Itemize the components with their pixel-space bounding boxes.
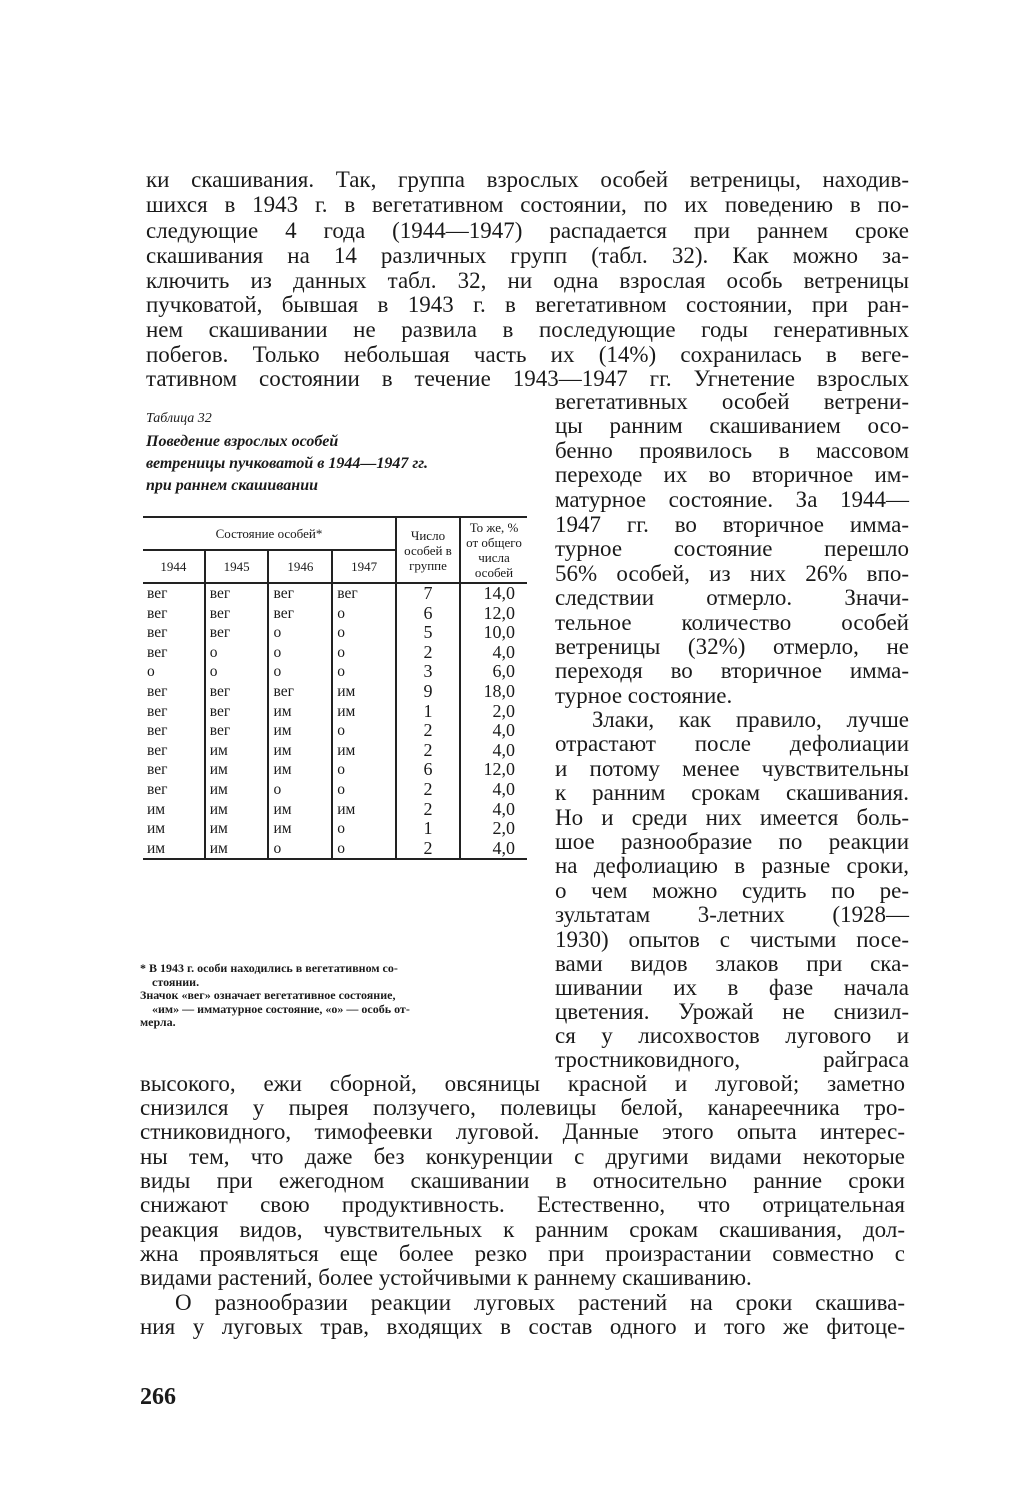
- cell: 2: [396, 741, 460, 761]
- cell: 6: [396, 760, 460, 780]
- cell: им: [147, 839, 166, 857]
- cell: о: [332, 604, 396, 624]
- cell: 2,0: [460, 819, 527, 839]
- cell: 7: [396, 583, 460, 604]
- cell: 4,0: [460, 643, 527, 663]
- cell: 1: [396, 819, 460, 839]
- table-row: [143, 780, 527, 800]
- cell: им: [268, 702, 332, 722]
- cell: им: [205, 780, 269, 800]
- cell: 2: [396, 800, 460, 820]
- cell: 2: [396, 643, 460, 663]
- cell: о: [332, 721, 396, 741]
- cell: вег: [147, 643, 168, 661]
- header-percent: То же, % от общего числа особей: [460, 517, 527, 583]
- cell: 4,0: [460, 741, 527, 761]
- column-line: матурное состояние. За 1944—: [555, 487, 909, 512]
- header-year: 1946: [268, 550, 332, 583]
- cell: о: [332, 643, 396, 663]
- cell: им: [332, 741, 396, 761]
- cell: 4,0: [460, 721, 527, 741]
- column-line: о чем можно судить по ре-: [555, 878, 909, 903]
- cell: о: [332, 839, 396, 860]
- cell: 4,0: [460, 800, 527, 820]
- column-line: отрастают после дефолиации: [555, 731, 909, 756]
- table-row: [143, 583, 527, 604]
- header-year: 1944: [160, 559, 187, 574]
- table-row: [143, 839, 527, 860]
- cell: вег: [205, 583, 269, 604]
- column-line: на дефолиацию в разные сроки,: [555, 853, 909, 878]
- footnote-line: стоянии.: [152, 974, 200, 989]
- cell: им: [268, 819, 332, 839]
- column-line: шое разнообразие по реакции: [555, 829, 909, 854]
- body-line: снизился у пырея ползучего, полевицы белой, канареечника тро-: [140, 1095, 905, 1120]
- column-line: турное состояние перешло: [555, 536, 909, 561]
- cell: 18,0: [460, 682, 527, 702]
- body-line: высокого, ежи сборной, овсяницы красной и луговой; заметно: [140, 1071, 905, 1096]
- cell: вег: [205, 682, 269, 702]
- cell: им: [268, 741, 332, 761]
- cell: вег: [332, 583, 396, 604]
- cell: 12,0: [460, 604, 527, 624]
- footnote-line: Значок «вег» означает вегетативное состояние,: [140, 988, 396, 1002]
- body-line: видами растений, более устойчивыми к раннему скашиванию.: [140, 1265, 752, 1290]
- cell: вег: [205, 721, 269, 741]
- cell: вег: [205, 604, 269, 624]
- cell: им: [332, 800, 396, 820]
- table-row: [143, 604, 527, 624]
- body-line: пучковатой, бывшая в 1943 г. в вегетативном состоянии, при ран-: [146, 292, 909, 317]
- table-row: [143, 800, 527, 820]
- cell: о: [268, 662, 332, 682]
- cell: 4,0: [460, 839, 527, 860]
- cell: о: [147, 663, 155, 681]
- footnote-line: «им» — имматурное состояние, «о» — особь от-: [152, 1001, 410, 1016]
- table-row: [143, 623, 527, 643]
- column-line: тельное количество особей: [555, 610, 909, 635]
- body-line: снижают свою продуктивность. Естественно, что отрицательная: [140, 1192, 905, 1217]
- cell: 14,0: [460, 583, 527, 604]
- cell: им: [268, 800, 332, 820]
- column-line: 1947 гг. во вторичное имма-: [555, 512, 909, 537]
- cell: вег: [147, 682, 168, 700]
- table-row: [143, 682, 527, 702]
- cell: 2: [396, 780, 460, 800]
- cell: им: [205, 760, 269, 780]
- cell: им: [205, 741, 269, 761]
- body-line: нем скашивании не развила в последующие годы генеративных: [146, 317, 909, 342]
- page-number: 266: [140, 1384, 176, 1410]
- cell: 2: [396, 839, 460, 860]
- header-year: 1945: [205, 550, 269, 583]
- cell: им: [147, 800, 166, 818]
- cell: 4,0: [460, 780, 527, 800]
- table-title-line: при раннем скашивании: [146, 477, 318, 494]
- body-line: виды при ежегодном скашивании в относительно ранние сроки: [140, 1168, 905, 1193]
- body-line: реакция видов, чувствительных к ранним срокам скашивания, дол-: [140, 1217, 905, 1242]
- table-row: [143, 662, 527, 682]
- cell: о: [332, 662, 396, 682]
- cell: им: [205, 800, 269, 820]
- table-row: [143, 741, 527, 761]
- cell: о: [268, 839, 332, 860]
- cell: им: [332, 702, 396, 722]
- table-row: [143, 819, 527, 839]
- cell: 3: [396, 662, 460, 682]
- data-table: [143, 516, 527, 860]
- cell: 1: [396, 702, 460, 722]
- cell: им: [332, 682, 396, 702]
- cell: вег: [147, 741, 168, 759]
- cell: вег: [268, 604, 332, 624]
- body-line: стниковидного, тимофеевки луговой. Данные этого опыта интерес-: [140, 1119, 905, 1144]
- cell: 2,0: [460, 702, 527, 722]
- cell: о: [268, 623, 332, 643]
- body-line: жна проявляться еще более резко при произрастании совместно с: [140, 1241, 905, 1266]
- body-line: О разнообразии реакции луговых растений на сроки скашива-: [175, 1290, 905, 1315]
- cell: о: [332, 819, 396, 839]
- header-count: Число особей в группе: [396, 517, 460, 583]
- cell: 2: [396, 721, 460, 741]
- column-line: переходе их во вторичное им-: [555, 462, 909, 487]
- column-line: цветения. Урожай не снизил-: [555, 999, 909, 1024]
- column-line: следствии отмерло. Значи-: [555, 585, 909, 610]
- cell: о: [268, 643, 332, 663]
- column-line: ветреницы (32%) отмерло, не: [555, 634, 909, 659]
- table-label: Таблица 32: [146, 411, 212, 426]
- header-year: 1947: [332, 550, 396, 583]
- cell: вег: [147, 780, 168, 798]
- cell: им: [205, 819, 269, 839]
- body-line: побегов. Только небольшая часть их (14%) сохранилась в веге-: [146, 342, 909, 367]
- column-line: турное состояние.: [555, 683, 733, 708]
- column-line: тростниковидного, райграса: [555, 1047, 909, 1072]
- cell: вег: [147, 761, 168, 779]
- cell: им: [268, 721, 332, 741]
- body-line: ны тем, что даже без конкуренции с другими видами некоторые: [140, 1144, 905, 1169]
- cell: вег: [268, 682, 332, 702]
- column-line: переходя во вторичное имма-: [555, 658, 909, 683]
- table-title-line: ветреницы пучковатой в 1944—1947 гг.: [146, 455, 428, 472]
- column-line: бенно проявилось в массовом: [555, 438, 909, 463]
- column-line: вами видов злаков при ска-: [555, 951, 909, 976]
- cell: им: [147, 820, 166, 838]
- column-line: к ранним срокам скашивания.: [555, 780, 909, 805]
- footnote-line: мерла.: [140, 1015, 176, 1029]
- cell: вег: [268, 583, 332, 604]
- table-row: [143, 721, 527, 741]
- header-group: Состояние особей*: [143, 517, 396, 550]
- table-row: [143, 702, 527, 722]
- column-line: 1930) опытов с чистыми посе-: [555, 927, 909, 952]
- body-line: шихся в 1943 г. в вегетативном состоянии, по их поведению в по-: [146, 192, 909, 217]
- table-row: [143, 760, 527, 780]
- cell: им: [268, 760, 332, 780]
- cell: о: [332, 780, 396, 800]
- cell: вег: [147, 624, 168, 642]
- table-footnote: [140, 962, 532, 1030]
- column-line: зультатам 3-летних (1928—: [555, 902, 909, 927]
- cell: 5: [396, 623, 460, 643]
- cell: 6: [396, 604, 460, 624]
- body-line: тативном состоянии в течение 1943—1947 гг. Угнетение взрослых: [146, 366, 909, 391]
- column-line: и потому менее чувствительны: [555, 756, 909, 781]
- body-line: скашивания на 14 различных групп (табл. 32). Как можно за-: [146, 243, 909, 268]
- table-title-line: Поведение взрослых особей: [146, 433, 339, 450]
- footnote-line: * В 1943 г. особи находились в вегетативном со-: [140, 961, 398, 975]
- cell: о: [332, 760, 396, 780]
- column-line: 56% особей, из них 26% впо-: [555, 561, 909, 586]
- column-line: вегетативных особей ветрени-: [555, 389, 909, 414]
- body-line: ключить из данных табл. 32, ни одна взрослая особь ветреницы: [146, 268, 909, 293]
- cell: о: [205, 662, 269, 682]
- cell: о: [332, 623, 396, 643]
- cell: о: [205, 643, 269, 663]
- cell: вег: [147, 604, 168, 622]
- column-line: Злаки, как правило, лучше: [592, 707, 909, 732]
- body-line: следующие 4 года (1944—1947) распадается при раннем сроке: [146, 218, 909, 243]
- column-line: ся у лисохвостов лугового и: [555, 1023, 909, 1048]
- cell: о: [268, 780, 332, 800]
- cell: 12,0: [460, 760, 527, 780]
- column-line: цы ранним скашиванием осо-: [555, 413, 909, 438]
- cell: вег: [205, 623, 269, 643]
- cell: вег: [147, 722, 168, 740]
- cell: 9: [396, 682, 460, 702]
- column-line: Но и среди них имеется боль-: [555, 805, 909, 830]
- cell: вег: [147, 585, 168, 602]
- cell: им: [205, 839, 269, 860]
- body-line: ки скашивания. Так, группа взрослых особей ветреницы, находив-: [146, 167, 909, 192]
- table-row: [143, 643, 527, 663]
- column-line: шивании их в фазе начала: [555, 975, 909, 1000]
- cell: 6,0: [460, 662, 527, 682]
- body-line: ния у луговых трав, входящих в состав одного и того же фитоце-: [140, 1314, 905, 1339]
- cell: 10,0: [460, 623, 527, 643]
- cell: вег: [205, 702, 269, 722]
- cell: вег: [147, 702, 168, 720]
